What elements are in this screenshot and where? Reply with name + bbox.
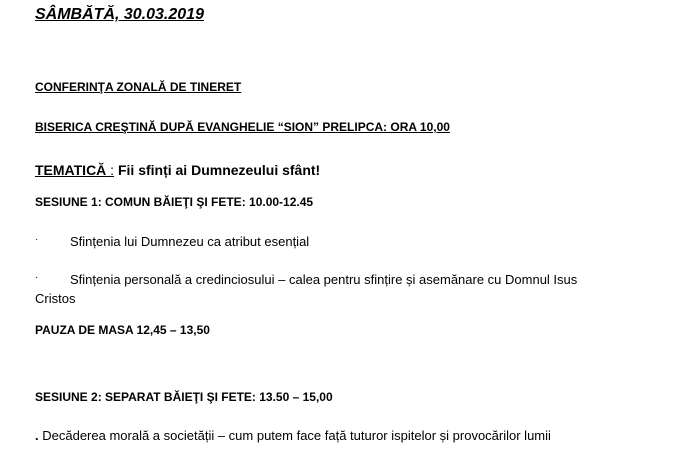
theme-label: TEMATICĂ bbox=[35, 162, 107, 178]
bullet-dot-icon: . bbox=[35, 428, 39, 443]
theme-text: Fii sfinți ai Dumnezeului sfânt! bbox=[114, 162, 321, 178]
bullet-dot-icon: · bbox=[35, 234, 39, 245]
date-heading: SÂMBĂTĂ, 30.03.2019 bbox=[35, 6, 204, 23]
session-2-title: SESIUNE 2: SEPARAT BĂIEŢI ŞI FETE: 13.50 – 15,00 bbox=[35, 390, 333, 404]
bullet-dot-icon: · bbox=[35, 272, 39, 283]
theme-line bbox=[35, 162, 320, 178]
session-1-title: SESIUNE 1: COMUN BĂIEŢI ŞI FETE: 10.00-12.45 bbox=[35, 195, 314, 209]
session-2-bullet-1 bbox=[35, 428, 551, 443]
conference-title: CONFERINŢA ZONALĂ DE TINERET bbox=[35, 80, 242, 94]
bullet-text: Sfințenia lui Dumnezeu ca atribut esențial bbox=[70, 234, 310, 249]
bullet-text-continuation: Cristos bbox=[35, 291, 76, 306]
bullet-text: Sfințenia personală a credinciosului – calea pentru sfințire și asemănare cu Domnul Isus bbox=[70, 272, 578, 287]
theme-separator: : bbox=[106, 162, 115, 178]
bullet-text: Decăderea morală a societății – cum putem face față tuturor ispitelor și provocărilor lumii bbox=[38, 428, 551, 443]
lunch-break: PAUZA DE MASA 12,45 – 13,50 bbox=[35, 323, 210, 337]
church-location-time: BISERICA CREŞTINĂ DUPĂ EVANGHELIE “SION” PRELIPCA: ORA 10,00 bbox=[35, 120, 450, 134]
